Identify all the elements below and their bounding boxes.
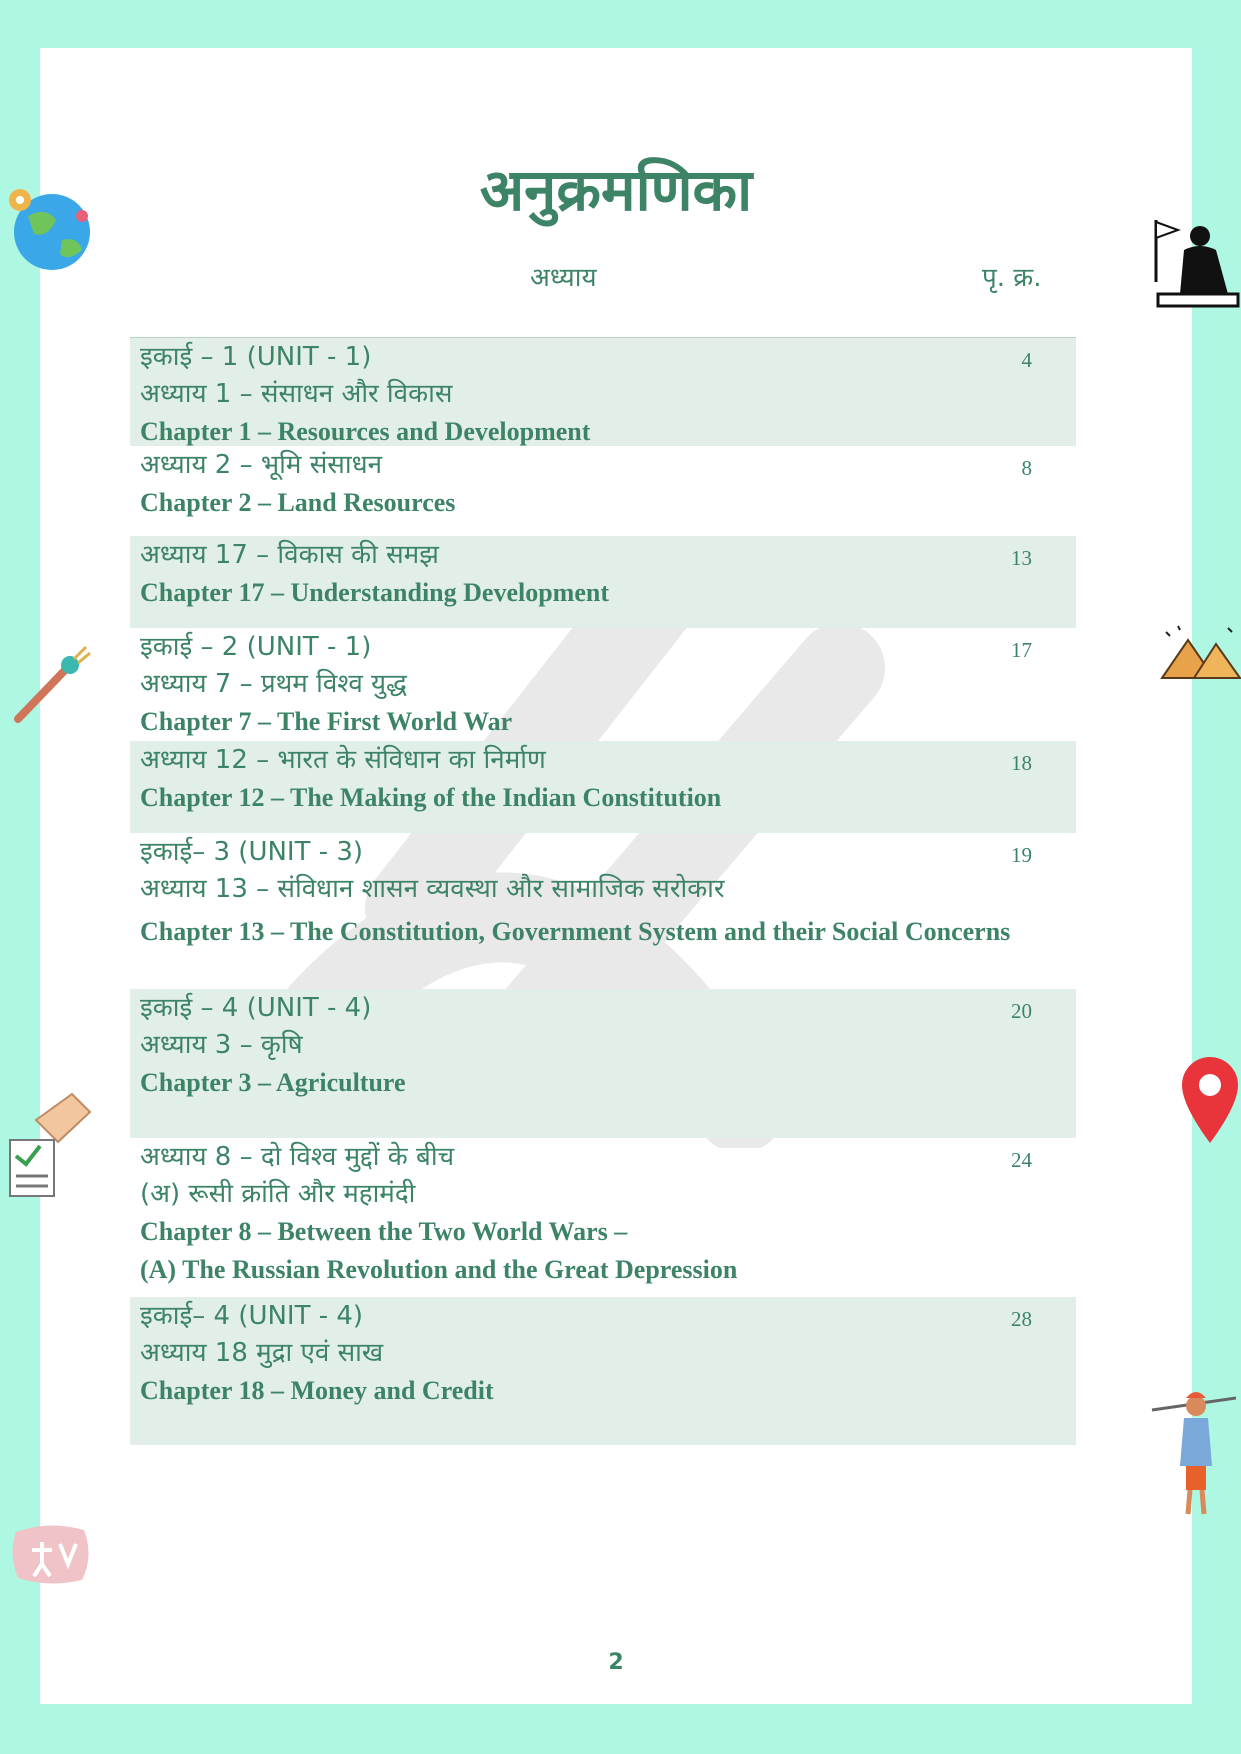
table-of-contents	[130, 337, 1076, 1445]
page-column-header: पृ. क्र.	[982, 263, 1042, 293]
toc-page-number: 28	[1011, 1307, 1032, 1331]
chapter-title-hindi: इकाई – 2 (UNIT - 1)	[140, 632, 372, 662]
chapter-title-english: Chapter 17 – Understanding Development	[140, 578, 609, 608]
chapter-title-english: Chapter 18 – Money and Credit	[140, 1376, 494, 1406]
chapter-title-hindi: इकाई – 1 (UNIT - 1)	[140, 342, 372, 372]
torch-icon	[12, 645, 92, 725]
chapter-title-english: Chapter 2 – Land Resources	[140, 488, 456, 518]
page-title: अनुक्रमणिका	[479, 156, 753, 224]
toc-row	[130, 446, 1076, 536]
chapter-title-hindi: अध्याय 1 – संसाधन और विकास	[140, 379, 453, 410]
toc-row	[130, 1297, 1076, 1445]
toc-page-number: 18	[1011, 751, 1032, 775]
chapter-title-english: Chapter 1 – Resources and Development	[140, 417, 591, 447]
toc-page-number: 4	[1021, 348, 1032, 372]
chapter-title-hindi: अध्याय 12 – भारत के संविधान का निर्माण	[140, 745, 546, 775]
chapter-title-hindi: अध्याय 8 – दो विश्व मुद्दों के बीच	[140, 1142, 455, 1172]
chapter-column-header: अध्याय	[530, 263, 597, 293]
toc-page-number: 17	[1011, 638, 1032, 662]
toc-page-number: 8	[1021, 456, 1032, 480]
chapter-title-hindi: अध्याय 7 – प्रथम विश्व युद्ध	[140, 669, 407, 700]
chapter-title-hindi: (अ) रूसी क्रांति और महामंदी	[140, 1179, 416, 1210]
chapter-title-hindi: इकाई– 3 (UNIT - 3)	[140, 837, 364, 867]
toc-page-number: 13	[1011, 546, 1032, 570]
toc-page-number: 19	[1011, 843, 1032, 867]
cave-art-icon	[8, 1520, 94, 1588]
document-page	[40, 48, 1192, 1704]
chapter-title-hindi: अध्याय 18 मुद्रा एवं साख	[140, 1338, 384, 1369]
toc-row	[130, 536, 1076, 628]
chapter-title-english: Chapter 12 – The Making of the Indian Constitution	[140, 783, 722, 813]
tribal-warrior-icon	[1150, 1380, 1240, 1520]
toc-row	[130, 338, 1076, 446]
chapter-title-hindi: अध्याय 13 – संविधान शासन व्यवस्था और सामाजिक सरोकार	[140, 874, 725, 905]
chapter-title-hindi: अध्याय 17 – विकास की समझ	[140, 540, 439, 570]
chapter-title-english: Chapter 3 – Agriculture	[140, 1068, 406, 1098]
chapter-title-hindi: इकाई– 4 (UNIT - 4)	[140, 1301, 364, 1331]
chapter-title-english: (A) The Russian Revolution and the Great Depression	[140, 1254, 738, 1284]
pyramids-icon	[1158, 622, 1241, 684]
location-pin-icon	[1180, 1055, 1240, 1145]
toc-row	[130, 1138, 1076, 1297]
voting-hand-icon	[6, 1090, 96, 1200]
toc-row	[130, 833, 1076, 989]
chapter-title-english: Chapter 7 – The First World War	[140, 707, 513, 737]
chapter-title-english: Chapter 13 – The Constitution, Government System and their Social Concerns	[140, 917, 1011, 947]
leader-flag-icon	[1146, 210, 1241, 310]
toc-row	[130, 741, 1076, 833]
chapter-title-hindi: इकाई – 4 (UNIT - 4)	[140, 993, 372, 1023]
chapter-title-hindi: अध्याय 3 – कृषि	[140, 1030, 303, 1061]
globe-pin-icon	[6, 180, 94, 276]
chapter-title-english: Chapter 8 – Between the Two World Wars –	[140, 1217, 628, 1247]
page-number: 2	[608, 1650, 624, 1675]
toc-page-number: 20	[1011, 999, 1032, 1023]
toc-page-number: 24	[1011, 1148, 1032, 1172]
chapter-title-hindi: अध्याय 2 – भूमि संसाधन	[140, 450, 383, 480]
toc-row	[130, 989, 1076, 1138]
toc-row	[130, 628, 1076, 741]
